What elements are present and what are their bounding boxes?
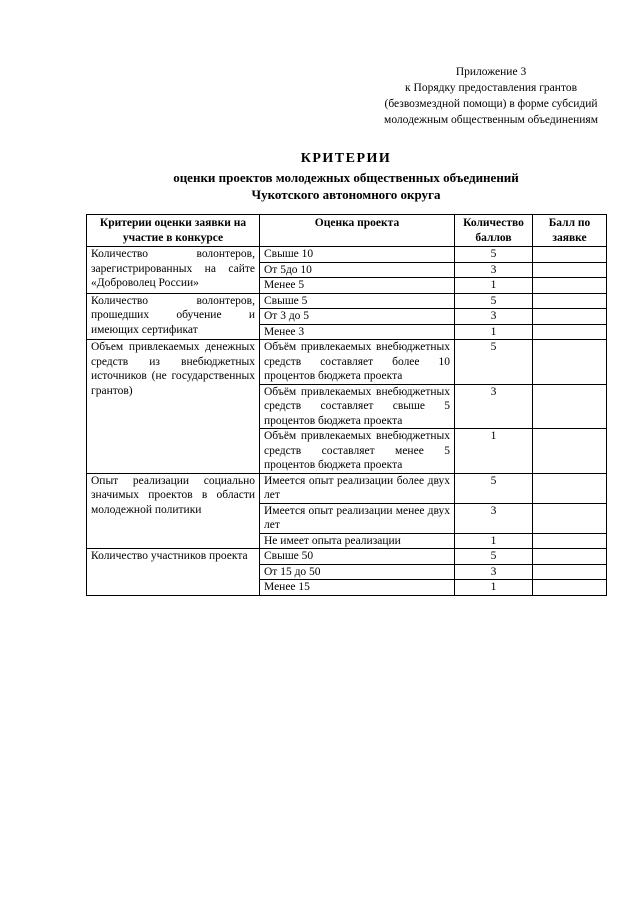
score-cell[interactable] bbox=[533, 247, 607, 263]
appendix-line-4: молодежным общественным объединениям bbox=[384, 114, 598, 126]
points-cell: 5 bbox=[455, 340, 533, 385]
evaluation-cell: Объём привлекаемых внебюджетных средств составляет более 10 процентов бюджета проекта bbox=[260, 340, 455, 385]
score-cell[interactable] bbox=[533, 533, 607, 549]
evaluation-cell: От 5до 10 bbox=[260, 262, 455, 278]
header-criteria: Критерии оценки заявки на участие в конкурсе bbox=[87, 215, 260, 247]
appendix-block bbox=[384, 64, 598, 128]
points-cell: 3 bbox=[455, 564, 533, 580]
appendix-line-3: (безвозмездной помощи) в форме субсидий bbox=[384, 98, 598, 110]
score-cell[interactable] bbox=[533, 340, 607, 385]
points-cell: 1 bbox=[455, 429, 533, 474]
evaluation-cell: Свыше 50 bbox=[260, 549, 455, 565]
score-cell[interactable] bbox=[533, 384, 607, 429]
title-subheading: оценки проектов молодежных общественных объединений bbox=[173, 170, 519, 185]
evaluation-cell: От 15 до 50 bbox=[260, 564, 455, 580]
points-cell: 3 bbox=[455, 384, 533, 429]
evaluation-cell: Не имеет опыта реализации bbox=[260, 533, 455, 549]
evaluation-cell: Имеется опыт реализации менее двух лет bbox=[260, 503, 455, 533]
points-cell: 1 bbox=[455, 278, 533, 294]
appendix-line-2: к Порядку предоставления грантов bbox=[405, 82, 577, 94]
points-cell: 5 bbox=[455, 549, 533, 565]
points-cell: 5 bbox=[455, 247, 533, 263]
header-points: Количество баллов bbox=[455, 215, 533, 247]
table-row bbox=[87, 340, 607, 385]
evaluation-cell: Объём привлекаемых внебюджетных средств составляет свыше 5 процентов бюджета проекта bbox=[260, 384, 455, 429]
table-row bbox=[87, 473, 607, 503]
score-cell[interactable] bbox=[533, 564, 607, 580]
header-score: Балл по заявке bbox=[533, 215, 607, 247]
evaluation-cell: Свыше 5 bbox=[260, 293, 455, 309]
header-evaluation: Оценка проекта bbox=[260, 215, 455, 247]
title-heading: КРИТЕРИИ bbox=[300, 151, 392, 166]
evaluation-cell: Свыше 10 bbox=[260, 247, 455, 263]
score-cell[interactable] bbox=[533, 309, 607, 325]
score-cell[interactable] bbox=[533, 293, 607, 309]
points-cell: 3 bbox=[455, 309, 533, 325]
criteria-table bbox=[86, 214, 607, 596]
appendix-line-1: Приложение 3 bbox=[455, 66, 527, 78]
evaluation-cell: Менее 15 bbox=[260, 580, 455, 596]
table-row bbox=[87, 549, 607, 565]
criterion-cell: Количество волонтеров, зарегистрированных на сайте «Доброволец России» bbox=[87, 247, 260, 294]
points-cell: 3 bbox=[455, 503, 533, 533]
score-cell[interactable] bbox=[533, 278, 607, 294]
points-cell: 5 bbox=[455, 473, 533, 503]
evaluation-cell: Менее 3 bbox=[260, 324, 455, 340]
criterion-cell: Количество участников проекта bbox=[87, 549, 260, 596]
score-cell[interactable] bbox=[533, 473, 607, 503]
criterion-cell: Объем привлекаемых денежных средств из внебюджетных источников (не государственных грантов) bbox=[87, 340, 260, 474]
evaluation-cell: От 3 до 5 bbox=[260, 309, 455, 325]
table-row bbox=[87, 247, 607, 263]
criterion-cell: Опыт реализации социально значимых проектов в области молодежной политики bbox=[87, 473, 260, 549]
evaluation-cell: Объём привлекаемых внебюджетных средств составляет менее 5 процентов бюджета проекта bbox=[260, 429, 455, 474]
score-cell[interactable] bbox=[533, 324, 607, 340]
points-cell: 3 bbox=[455, 262, 533, 278]
evaluation-cell: Менее 5 bbox=[260, 278, 455, 294]
score-cell[interactable] bbox=[533, 580, 607, 596]
score-cell[interactable] bbox=[533, 262, 607, 278]
points-cell: 1 bbox=[455, 580, 533, 596]
points-cell: 5 bbox=[455, 293, 533, 309]
table-row bbox=[87, 293, 607, 309]
table-header-row bbox=[87, 215, 607, 247]
title-region: Чукотского автономного округа bbox=[251, 187, 441, 202]
criterion-cell: Количество волонтеров, прошедших обучение и имеющих сертификат bbox=[87, 293, 260, 340]
evaluation-cell: Имеется опыт реализации более двух лет bbox=[260, 473, 455, 503]
points-cell: 1 bbox=[455, 533, 533, 549]
score-cell[interactable] bbox=[533, 549, 607, 565]
points-cell: 1 bbox=[455, 324, 533, 340]
score-cell[interactable] bbox=[533, 503, 607, 533]
score-cell[interactable] bbox=[533, 429, 607, 474]
document-title bbox=[86, 150, 606, 203]
